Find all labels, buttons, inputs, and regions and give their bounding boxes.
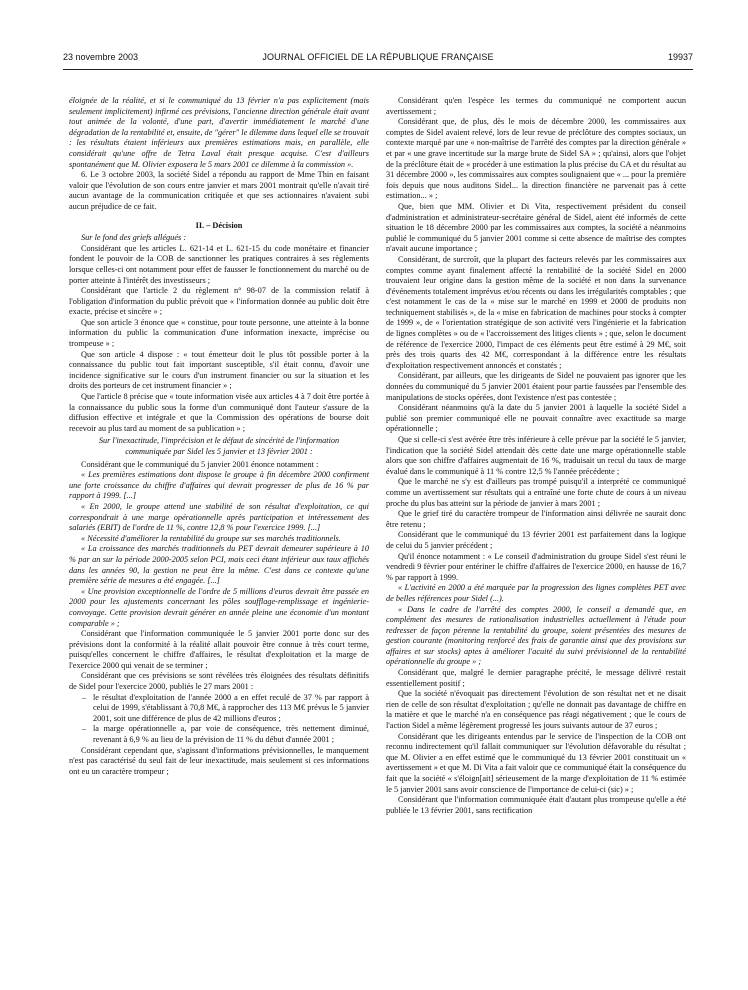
paragraph: Considérant que l'information communiquée le 5 janvier 2001 porte donc sur des prévisions dont la conformité à la réalité allait pouvoir être connue à très court terme, puisqu'elles concernent le chiffre d'affaires, le résultat d'exploitation et la marge de l'exercice 2000 qui venait de se terminer ; [69, 629, 369, 670]
page-header [63, 52, 693, 66]
paragraph: Que si celle-ci s'est avérée être très inférieure à celle prévue par la société le 5 janvier, l'indication que la société Sidel attendait dès cette date une marge opérationnelle stable alors que son chiffre d'affaires augmentait de 16 %, traduisait un recul du taux de marge évalué dans le communiqué à 11 % contre 12,5 % l'année précédente ; [386, 435, 686, 476]
page-number: 19937 [667, 52, 693, 62]
paragraph: Que l'article 8 précise que « toute information visée aux articles 4 à 7 doit être portée à la connaissance du public sous la forme d'un communiqué dont l'auteur s'assure de la diffusion effective et intégrale et que la Commission des opérations de bourse doit recevoir au plus tard au moment de sa publication » ; [69, 392, 369, 433]
paragraph: Considérant que ces prévisions se sont révélées très éloignées des résultats définitifs de Sidel pour l'exercice 2000, publiés le 27 mars 2001 : [69, 671, 369, 692]
right-column [386, 96, 686, 816]
paragraph: Considérant cependant que, s'agissant d'informations prévisionnelles, le manquement n'est pas caractérisé du seul fait de leur inexactitude, mais seulement si ces informations ont eu un caractère trompeur ; [69, 745, 369, 776]
header-date: 23 novembre 2003 [63, 52, 139, 62]
paragraph: Considérant, de surcroît, que la plupart des facteurs relevés par les commissaires aux comptes comme ayant finalement affecté la rentabilité de la société Sidel en 2000 trouvaient leur origine dans la gestion même de la société et non dans la survenance d'événements totalement imprévus et/ou récents ou dans les irrégularités comptables ; que c'est notamment le cas de la « mise sur le marché en 1999 et 2000 de produits non techniquement stabilisés », de la « mise en fabrication de machines pour stocks à compter de 1999 », de « l'orientation stratégique de son activité vers l'ingénierie et la fabrication de lignes complètes » ou de « l'accroissement des litiges clients » ; que, selon le document de référence de l'exercice 2000, l'impact de ces éléments peut être estimé à 29 M€, soit près des trois quarts des 42 M€, correspondant à la différence entre les résultats d'exploitation respectivement annoncés et constatés ; [386, 254, 686, 370]
paragraph: Que son article 4 dispose : « tout émetteur doit le plus tôt possible porter à la connaissance du public tout fait important susceptible, s'il était connu, d'avoir une incidence significative sur le cours d'un instrument financier ou sur la situation et les droits des porteurs de cet instrument financier » ; [69, 349, 369, 391]
paragraph: Que son article 3 énonce que « constitue, pour toute personne, une atteinte à la bonne information du public la communication d'une information inexacte, imprécise ou trompeuse » ; [69, 317, 369, 349]
paragraph: Considérant que, malgré le dernier paragraphe précité, le message délivré restait essentiellement positif ; [386, 668, 686, 688]
paragraph: Considérant que les dirigeants entendus par le service de l'inspection de la COB ont reconnu indirectement qu'il fallait communiquer sur l'évolution défavorable du résultat ; que M. Olivier a en effet estimé que le communiqué du 13 février 2001 constituait un « avertissement » et que M. Di Vita a fait valoir que ce communiqué était la conséquence du fait que la société « s'éloign[ait] sérieusement de la marge d'exploitation de 11 % estimée le 5 janvier 2001 sans avoir conscience de l'importance de celui-ci (sic) » ; [386, 731, 687, 794]
quote-paragraph: « Une provision exceptionnelle de l'ordre de 5 millions d'euros devrait être passée en 2000 pour les ajustements concernant les pôles soufflage-remplissage et ingénierie-convoyage. Cette provision devrait générer en année pleine une économie d'un montant comparable » ; [69, 586, 369, 628]
paragraph: Considérant que le communiqué du 13 février 2001 est parfaitement dans la logique de celui du 5 janvier précédent ; [386, 530, 686, 550]
quote-paragraph: « Dans le cadre de l'arrêté des comptes 2000, le conseil a demandé que, en complément des mesures de rationalisation industrielles actuellement à l'étude pour redresser de façon pérenne la rentabilité du groupe, soient présentées des mesures de gestion courante (monitoring renforcé des frais de garantie ainsi que des provisions sur affaires et sur stocks) aptes à améliorer l'acuité du suivi prévisionnel de la rentabilité opérationnelle du groupe » ; [386, 604, 686, 667]
section-title: II. – Décision [195, 220, 243, 230]
paragraph: éloignée de la réalité, et si le communiqué du 13 février n'a pas explicitement (mais seulement implicitement) infirmé ces prévisions, l'ancienne direction générale était avant tout animée de la volonté, d'une part, d'avertir immédiatement le marché d'une dégradation de la rentabilité et, ensuite, de "gérer" le dilemme dans lequel elle se trouvait : les résultats étaient inférieurs aux premières estimations mais, en parallèle, elle considérait qu'une offre de Tetra Laval était presque acquise. C'est d'ailleurs spontanément que M. Olivier exposera le 5 mars 2001 ce dilemme à la commission ». [69, 96, 369, 169]
paragraph: Que, bien que MM. Olivier et Di Vita, respectivement président du conseil d'administration et administrateur-secrétaire général de Sidel, aient été informés de cette situation le 18 décembre 2000 par les commissaires aux comptes, la société a néanmoins publié le communiqué du 5 janvier 2001 comme si cette absence de maîtrise des comptes n'avait aucune importance ; [386, 201, 686, 254]
paragraph: Que la société n'évoquait pas directement l'évolution de son résultat net et ne disait rien de celle de son résultat d'exploitation ; qu'elle ne donnait pas davantage de chiffre en la matière et que le marché n'a en conséquence pas réagi négativement ; que le cours de l'action Sidel a même légèrement progressé les jours suivants autour de 37 euros ; [386, 689, 686, 731]
header-rule [63, 69, 693, 70]
paragraph: Considérant que le communiqué du 5 janvier 2001 énonce notamment : [81, 459, 319, 469]
paragraph: Que le grief tiré du caractère trompeur de l'information ainsi délivrée ne saurait donc être retenu ; [386, 509, 686, 529]
quote-paragraph: « Les premières estimations dont dispose le groupe à fin décembre 2000 confirment une forte croissance du chiffre d'affaires qui devrait progresser de plus de 16 % par rapport à 1999. [...] [69, 470, 369, 501]
paragraph: Considérant néanmoins qu'à la date du 5 janvier 2001 à laquelle la société Sidel a publié son premier communiqué elle ne pouvait connaître avec exactitude sa marge opérationnelle ; [386, 403, 686, 434]
quote-paragraph: « L'activité en 2000 a été marquée par la progression des lignes complètes PET avec de belles références pour Sidel (...). [386, 583, 686, 603]
paragraph: Considérant que l'article 2 du règlement n° 98-07 de la commission relatif à l'obligation d'information du public prévoit que « l'information donnée au public doit être exacte, précise et sincère » ; [69, 286, 369, 317]
paragraph: Considérant que les articles L. 621-14 et L. 621-15 du code monétaire et financier fondent le pouvoir de la COB de sanctionner les pratiques contraires à ses règlements lorsque celles-ci ont notamment pour effet de fausser le fonctionnement du marché ou de porter atteinte à l'intérêt des investisseurs ; [69, 243, 369, 285]
paragraph: 6. Le 3 octobre 2003, la société Sidel a répondu au rapport de Mme Thin en faisant valoir que l'évolution de son cours entre janvier et mars 2001 montrait qu'elle n'avait tiré aucun avantage de la communication critiquée et que ses actionnaires n'avaient subi aucun préjudice de ce fait. [69, 170, 369, 211]
subheading: Sur l'inexactitude, l'imprécision et le défaut de sincérité de l'information communiquée par Sidel les 5 janvier et 13 février 2001 : [98, 436, 340, 456]
left-column [69, 96, 369, 777]
journal-title: JOURNAL OFFICIEL DE LA RÉPUBLIQUE FRANÇAISE [262, 52, 494, 62]
dash-item: – la marge opérationnelle a, par voie de conséquence, très nettement diminué, revenant à 6,9 % au lieu de la prévision de 11 % du début d'année 2001 ; [69, 724, 369, 745]
paragraph: Considérant qu'en l'espèce les termes du communiqué ne comportent aucun avertissement ; [386, 96, 686, 116]
paragraph: Que le marché ne s'y est d'ailleurs pas trompé puisqu'il a interprété ce communiqué comme un avertissement sur résultats qui a entraîné une forte chute de cours à un niveau proche du plus bas atteint sur la période de janvier à mars 2001 ; [386, 477, 686, 508]
section-subtitle: Sur le fond des griefs allégués : [81, 233, 187, 243]
dash-item: – le résultat d'exploitation de l'année 2000 a en effet reculé de 37 % par rapport à celui de 1999, s'établissant à 70,8 M€, à rapprocher des 113 M€ prévus le 5 janvier 2001, soit une différence de plus de 42 millions d'euros ; [69, 693, 369, 725]
quote-paragraph: « La croissance des marchés traditionnels du PET devrait demeurer supérieure à 10 % par an sur la période 2000-2005 selon PCI, mais ceci étant inférieur aux taux affichés dans les années 90, la gestion ne peut être la même. C'est dans ce contexte qu'une première série de mesures a été engagée. [...] [69, 544, 369, 586]
quote-paragraph: « Nécessité d'améliorer la rentabilité du groupe sur ses marchés traditionnels. [81, 533, 341, 543]
paragraph: Qu'il énonce notamment : « Le conseil d'administration du groupe Sidel s'est réuni le vendredi 9 février pour entériner le chiffre d'affaires de l'exercice 2000, en hausse de 16,7 % par rapport à 1999. [386, 551, 686, 582]
paragraph: Considérant que, de plus, dès le mois de décembre 2000, les commissaires aux comptes de Sidel avaient relevé, lors de leur revue de préclôture des comptes sociaux, un contexte marqué par une « non-maîtrise de l'arrêté des comptes par la direction générale » et par « une grave incertitude sur la marge brute de Sidel SA » ; qu'ainsi, alors que l'objet de la préclôture était de « procéder à une estimation la plus précise du CA et du résultat au 31 décembre 2000 », les commissaires aux comptes soulignaient que « ... pour la première fois depuis que nous auditons Sidel... la direction financière ne parvenait pas à cette estimation... » ; [386, 117, 686, 201]
paragraph: Considérant que l'information communiquée était d'autant plus trompeuse qu'elle a été publiée le 13 février 2001, sans rectification [386, 795, 686, 815]
quote-paragraph: « En 2000, le groupe attend une stabilité de son résultat d'exploitation, ce qui correspondrait à une marge opérationnelle après participation et intéressement des salariés (EBIT) de l'ordre de 11 %, contre 12,8 % pour l'exercice 1999. [...] [69, 501, 369, 533]
paragraph: Considérant, par ailleurs, que les dirigeants de Sidel ne pouvaient pas ignorer que les données du communiqué du 5 janvier 2001 étaient pour partie faussées par l'ensemble des manipulations de stocks opérées, dont l'existence n'est pas contestée ; [386, 371, 686, 402]
